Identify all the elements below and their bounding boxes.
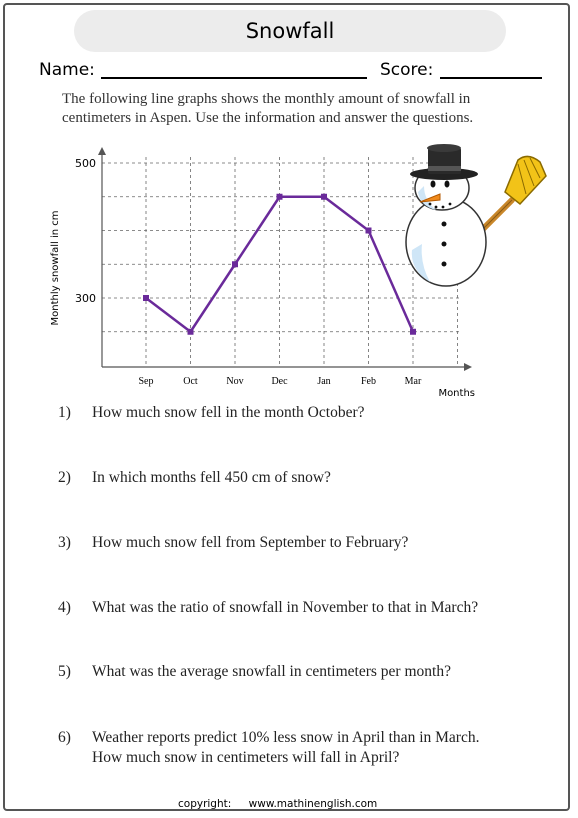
data-point	[143, 295, 149, 301]
question-text	[92, 728, 512, 768]
question-text: What was the average snowfall in centimeters per month?	[92, 663, 451, 680]
question-text: How much snow fell in the month October?	[92, 404, 365, 421]
x-tick-label: Jan	[317, 376, 331, 387]
data-point	[410, 329, 416, 335]
page-title-text: Snowfall	[245, 19, 335, 43]
question-number: 6)	[58, 729, 71, 746]
question-number: 4)	[58, 599, 71, 616]
question-text: How much snow fell from September to February?	[92, 534, 409, 551]
question-text-line: Weather reports predict 10% less snow in April than in March.	[92, 729, 480, 746]
data-point	[277, 194, 283, 200]
x-tick-label: Mar	[404, 376, 422, 387]
question-text: In which months fell 450 cm of snow?	[92, 469, 331, 486]
snowman-illustration	[400, 140, 550, 290]
question-number: 2)	[58, 469, 71, 486]
data-point	[188, 329, 194, 335]
x-tick-label: Oct	[183, 376, 198, 387]
data-point	[366, 228, 372, 234]
x-tick-label: Feb	[361, 376, 376, 387]
data-point	[232, 261, 238, 267]
question-text-line: How much snow in centimeters will fall in April?	[92, 749, 400, 766]
x-axis-label: Months	[438, 388, 475, 399]
name-field[interactable]	[101, 77, 367, 79]
x-tick-label: Dec	[271, 376, 288, 387]
question-text: What was the ratio of snowfall in November to that in March?	[92, 599, 479, 616]
question-number: 5)	[58, 663, 71, 680]
x-tick-label: Sep	[138, 376, 154, 387]
y-tick-label: 300	[75, 292, 96, 305]
name-label: Name:	[39, 60, 95, 80]
footer	[178, 798, 391, 810]
data-point	[321, 194, 327, 200]
intro-text: The following line graphs shows the monthly amount of snowfall in centimeters in Aspen. Use the information and answer the questions.	[62, 91, 474, 126]
broom-icon	[480, 156, 546, 232]
y-tick-label: 500	[75, 157, 96, 170]
name-score-row	[39, 58, 549, 84]
score-field[interactable]	[440, 77, 542, 79]
x-tick-label: Nov	[226, 376, 244, 387]
question-number: 1)	[58, 404, 71, 421]
question-number: 3)	[58, 534, 71, 551]
y-axis-label: Monthly snowfall in cm	[50, 210, 61, 326]
site-link[interactable]: www.mathinenglish.com	[248, 798, 378, 810]
copyright-label: copyright:	[178, 798, 232, 810]
y-axis-arrow	[98, 147, 106, 155]
page-title	[74, 10, 506, 52]
score-label: Score:	[380, 60, 434, 80]
x-axis-arrow	[464, 363, 472, 371]
